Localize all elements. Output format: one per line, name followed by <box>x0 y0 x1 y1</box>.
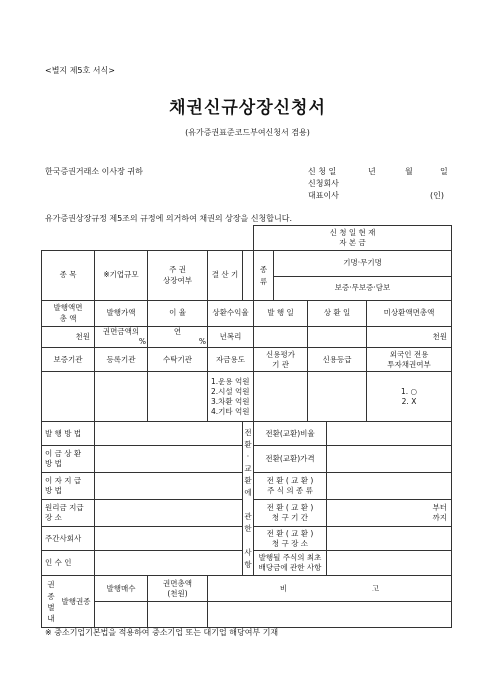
credit-grade-value[interactable] <box>308 372 367 422</box>
settlement-label: 결 산 기 <box>208 251 243 301</box>
statement: 유가증권상장규정 제5조의 규정에 의거하여 채권의 상장을 신청합니다. <box>45 214 292 223</box>
conversion-stock-type-label: 전 환 ( 교 환 ) 주 식 의 종 류 <box>254 473 327 500</box>
representative: 대표이사 <box>308 191 339 200</box>
lead-manager-label: 주간사회사 <box>42 527 95 551</box>
initial-dividend-value[interactable] <box>327 551 452 576</box>
footnote: ※ 중소기업기본법을 적용하여 중소기업 또는 대기업 해당여부 기재 <box>45 628 279 637</box>
underwriter-value[interactable] <box>95 551 243 576</box>
issue-face-label: 발행액면 총 액 <box>42 301 95 327</box>
capital-header: 신 청 일 현 재 자 본 금 <box>254 226 452 251</box>
registrar-value[interactable] <box>95 372 148 422</box>
registrar-label: 등록기관 <box>95 348 148 372</box>
fund-use-list[interactable]: 1.운용 억원 2.시설 억원 3.차환 억원 4.기타 억원 <box>208 372 254 422</box>
payment-place-value[interactable] <box>95 500 243 527</box>
date-month: 월 <box>405 167 413 176</box>
yield-value[interactable]: 년복리 <box>208 327 254 348</box>
issue-count-label: 발행매수 <box>95 576 148 602</box>
redemption-method-value[interactable] <box>95 446 243 473</box>
conversion-price-value[interactable] <box>327 446 452 473</box>
foreign-only-label: 외국인 전용 투자채권여부 <box>367 348 452 372</box>
page-subtitle: (유가증권표준코드부여신청서 겸용) <box>185 128 310 137</box>
date-year: 년 <box>368 167 376 176</box>
credit-grade-label: 신용등급 <box>308 348 367 372</box>
listed-status-label: 주 권 상장여부 <box>148 251 208 301</box>
interest-payment-label: 이 자 지 급 방 법 <box>42 473 95 500</box>
credit-rating-label: 신용평가 기 관 <box>254 348 308 372</box>
initial-dividend-label: 발행될 주식의 최초 배당금에 관한 사항 <box>254 551 327 576</box>
addressee: 한국증권거래소 이사장 귀하 <box>45 167 143 176</box>
settlement-value[interactable] <box>243 251 254 301</box>
redemption-method-label: 이 금 상 환 방 법 <box>42 446 95 473</box>
credit-rating-value[interactable] <box>254 372 308 422</box>
registered-type: 기명·무기명 <box>274 251 452 277</box>
issue-price-label: 발행가액 <box>95 301 148 327</box>
maturity-label: 상 환 일 <box>308 301 367 327</box>
form-number: <별지 제5호 서식> <box>45 66 115 75</box>
issue-method-label: 발 행 방 법 <box>42 422 95 446</box>
kind-label: 종 류 <box>254 251 274 301</box>
conversion-stock-type-value[interactable] <box>327 473 452 500</box>
trustee-label: 수탁기관 <box>148 348 208 372</box>
yield-label: 상환수익율 <box>208 301 254 327</box>
issue-count-value[interactable] <box>95 602 148 628</box>
guarantor-label: 보증기관 <box>42 348 95 372</box>
application-date-label: 신 청 일 <box>308 167 337 176</box>
lead-manager-value[interactable] <box>95 527 243 551</box>
face-total-label: 권면총액 (천원) <box>148 576 208 602</box>
interest-value[interactable]: 연 % <box>148 327 208 348</box>
page-title: 채권신규상장신청서 <box>169 98 326 118</box>
denomination-detail-label: 권 종 별 내 발행권종 <box>42 576 95 628</box>
remarks-label: 비 고 <box>208 576 452 602</box>
payment-place-label: 원리금 지급 장 소 <box>42 500 95 527</box>
conversion-place-value[interactable] <box>327 527 452 551</box>
interest-payment-value[interactable] <box>95 473 243 500</box>
fund-use-label: 자금용도 <box>208 348 254 372</box>
unredeemed-unit[interactable]: 천원 <box>367 327 452 348</box>
sme-size-label: ※기업규모 <box>95 251 148 301</box>
issue-price-value[interactable]: 권면금액의 % <box>95 327 148 348</box>
conversion-period-value[interactable]: 부터 까지 <box>327 500 452 527</box>
conversion-place-label: 전 환 ( 교 환 ) 청 구 장 소 <box>254 527 327 551</box>
issue-date-value[interactable] <box>254 327 308 348</box>
remarks-value[interactable] <box>208 602 452 628</box>
conversion-price-label: 전환(교환)가격 <box>254 446 327 473</box>
trustee-value[interactable] <box>148 372 208 422</box>
secured-type: 보증·무보증·담보 <box>274 277 452 301</box>
underwriter-label: 인 수 인 <box>42 551 95 576</box>
conversion-ratio-value[interactable] <box>327 422 452 446</box>
foreign-only-options[interactable]: 1. ○ 2. X <box>367 372 452 422</box>
issue-face-unit[interactable]: 천원 <box>42 327 95 348</box>
conversion-ratio-label: 전환(교환)비율 <box>254 422 327 446</box>
maturity-value[interactable] <box>308 327 367 348</box>
jongmok-label: 종 목 <box>42 251 95 301</box>
conversion-side-label: 전 환 · 교 환 에 관 한 사 항 <box>243 422 254 576</box>
application-table <box>41 225 452 628</box>
unredeemed-label: 미상환액면총액 <box>367 301 452 327</box>
seal-mark: (인) <box>430 191 444 200</box>
conversion-period-label: 전 환 ( 교 환 ) 청 구 기 간 <box>254 500 327 527</box>
face-total-value[interactable] <box>148 602 208 628</box>
applicant-company: 신청회사 <box>308 179 339 188</box>
interest-label: 이 율 <box>148 301 208 327</box>
date-day: 일 <box>440 167 448 176</box>
guarantor-value[interactable] <box>42 372 95 422</box>
issue-date-label: 발 행 일 <box>254 301 308 327</box>
issue-method-value[interactable] <box>95 422 243 446</box>
